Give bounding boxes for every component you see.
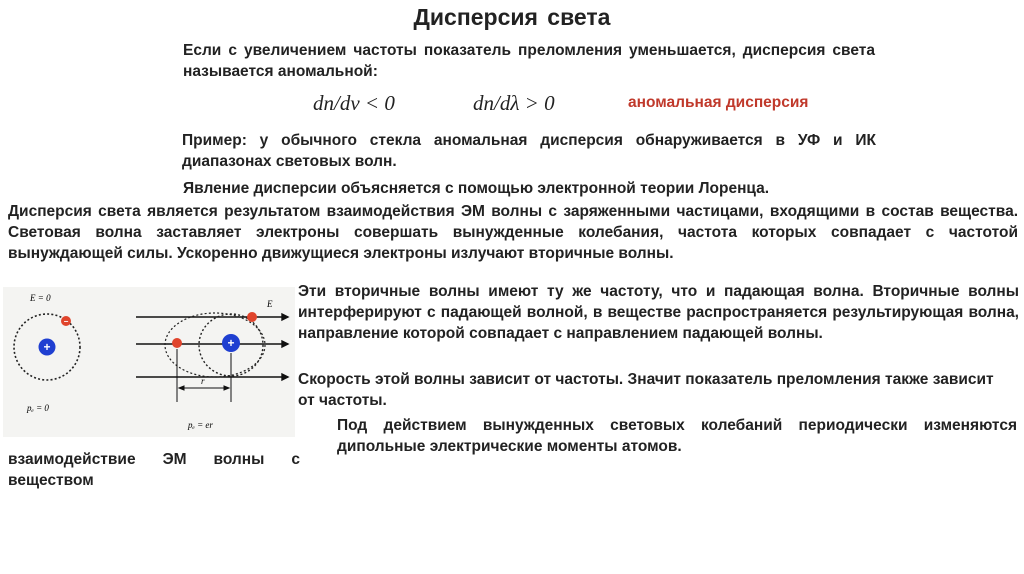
secondary-waves-paragraph: Эти вторичные волны имеют ту же частоту, что и падающая волна. Вторичные волны интерферируют с падающей волной, в веществе распространяется результирующая волна, направление которой совпадает с направлением падающей волны. <box>298 283 1019 342</box>
speed-paragraph: Скорость этой волны зависит от частоты. Значит показатель преломления также зависит от частоты. <box>298 371 994 409</box>
right-field-label: E <box>267 299 273 309</box>
figure-background <box>3 287 295 437</box>
electron-sign: − <box>63 317 69 326</box>
main-paragraph: Дисперсия света является результатом взаимодействия ЭМ волны с заряженными частицами, входящими в состав вещества. Световая волна заставляет электроны совершать вынужденные колебания, частота которых совпадает с частотой вынуждающей силы. Ускоренно движущиеся электроны излучают вторичные волны. <box>8 203 1018 262</box>
anomalous-dispersion-label: аномальная дисперсия <box>628 94 809 111</box>
lorentz-text: Явление дисперсии объясняется с помощью электронной теории Лоренца. <box>183 180 770 197</box>
intro-text: Если с увеличением частоты показатель преломления уменьшается, дисперсия света называется аномальной: <box>183 42 875 80</box>
example-text: Пример: у обычного стекла аномальная дисперсия обнаруживается в УФ и ИК диапазонах световых волн. <box>182 132 876 170</box>
atom-interaction-figure <box>3 287 295 437</box>
right-nucleus-sign: + <box>227 336 235 350</box>
formula-dn-dlambda: dn/dλ > 0 <box>473 91 555 115</box>
distance-label: r <box>201 376 205 386</box>
right-electron-top <box>247 312 257 322</box>
dipole-paragraph: Под действием вынужденных световых колебаний периодически изменяются дипольные электрические моменты атомов. <box>337 417 1017 455</box>
page-title: Дисперсия света <box>413 4 611 30</box>
nucleus-sign: + <box>43 340 51 354</box>
left-field-label: E = 0 <box>30 293 51 303</box>
formula-dn-dnu: dn/dν < 0 <box>313 91 395 115</box>
left-dipole-label: pₑ = 0 <box>27 403 49 413</box>
right-electron-left <box>172 338 182 348</box>
figure-caption: взаимодействие ЭМ волны с веществом <box>8 451 300 489</box>
right-dipole-label: pₑ = er <box>188 420 213 430</box>
